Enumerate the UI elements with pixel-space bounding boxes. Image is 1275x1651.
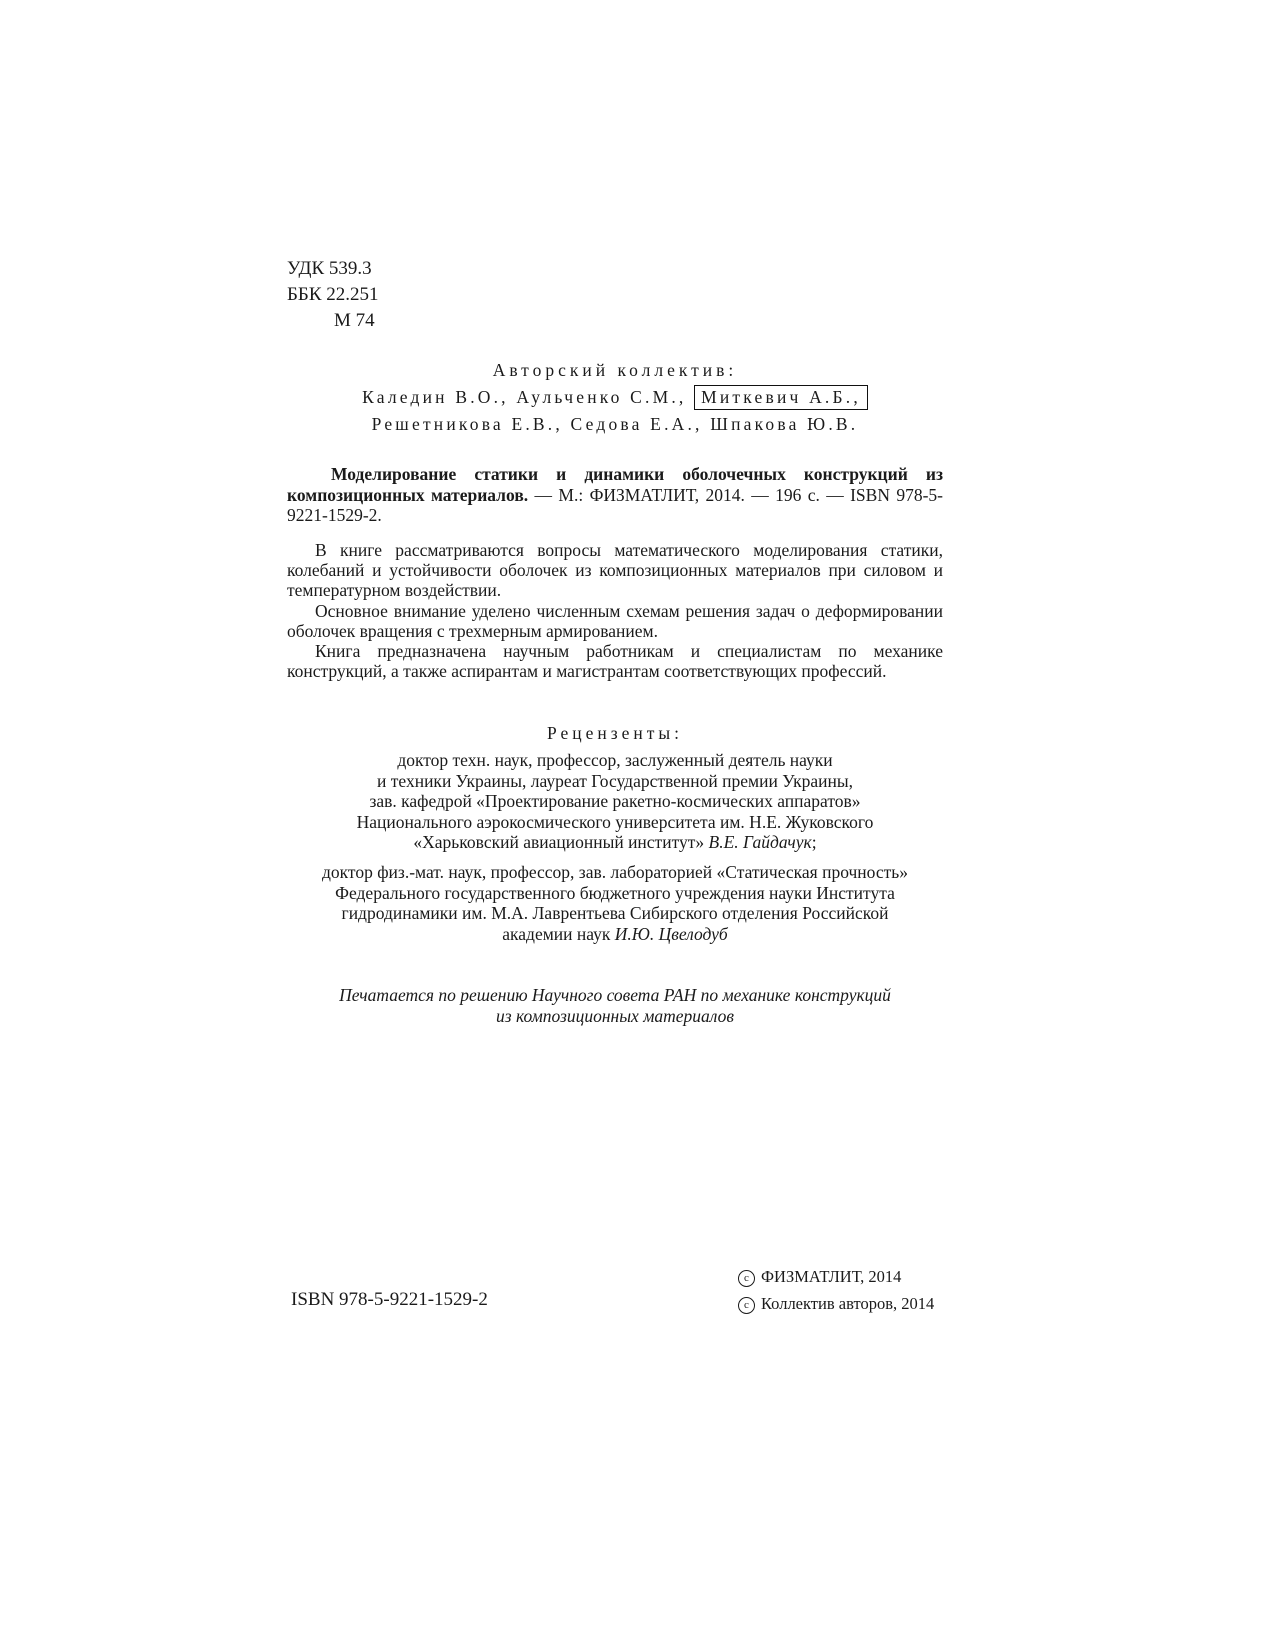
bibliographic-record [287,464,943,526]
authors-label: Авторский коллектив: [492,360,738,380]
reviewer-name: И.Ю. Цвелодуб [614,923,728,944]
printing-approval [287,985,943,1027]
copyright-line [738,1290,934,1317]
reviewer-line [287,832,943,853]
copyright-text: Коллектив авторов, 2014 [761,1294,935,1313]
punctuation: ; [811,832,817,852]
highlighted-author: Миткевич А.Б., [694,385,868,410]
authors-line-2: Решетникова Е.В., Седова Е.А., Шпакова Ю.В. [371,414,859,434]
publication-details: — М.: ФИЗМАТЛИТ, 2014. — 196 с. — ISBN 978-5-9221-1529-2. [287,484,943,525]
copyright-text: ФИЗМАТЛИТ, 2014 [761,1267,902,1286]
reviewer-line: Национального аэрокосмического университета им. Н.Е. Жуковского [356,811,874,832]
book-title: Моделирование статики и динамики оболочечных конструкций из композиционных материалов. [287,464,943,505]
authors-line-1 [287,387,943,407]
reviewer-line: и техники Украины, лауреат Государственной премии Украины, [377,770,853,791]
classification-codes [287,256,379,334]
reviewer-line: доктор физ.-мат. наук, профессор, зав. лабораторией «Статическая прочность» [321,862,909,882]
isbn: ISBN 978-5-9221-1529-2 [291,1289,488,1310]
reviewer-line: зав. кафедрой «Проектирование ракетно-космических аппаратов» [369,791,861,811]
reviewer-2 [287,862,943,944]
copyright-block [738,1263,934,1317]
abstract-paragraph: В книге рассматриваются вопросы математического моделирования статики, колебаний и устойчивости оболочек из композиционных материалов при силовом и температурном воздействии. [287,540,943,601]
author-mark: М 74 [334,310,375,331]
reviewer-1 [287,750,943,853]
authors-names: Каледин В.О., Аульченко С.М., [362,387,687,407]
abstract-paragraph: Основное внимание уделено численным схемам решения задач о деформировании оболочек вращения с трехмерным армированием. [287,600,943,641]
bbk-code: ББК 22.251 [287,284,379,305]
copyright-icon: c [738,1270,755,1287]
udk-code: УДК 539.3 [287,258,372,279]
reviewers-label: Рецензенты: [546,723,684,743]
abstract [287,540,943,681]
reviewer-line: доктор техн. наук, профессор, заслуженный деятель науки [397,750,833,770]
approval-line: из композиционных материалов [496,1006,734,1026]
reviewer-line [287,924,943,945]
reviewer-affiliation: «Харьковский авиационный институт» [413,832,705,852]
reviewer-line: Федерального государственного бюджетного учреждения науки Института [335,882,895,903]
reviewer-affiliation: академии наук [502,923,611,944]
reviewer-line: гидродинамики им. М.А. Лаврентьева Сибирского отделения Российской [341,903,889,923]
reviewer-name: В.Е. Гайдачук [708,832,812,852]
copyright-icon: c [738,1297,755,1314]
copyright-line [738,1263,934,1290]
abstract-paragraph: Книга предназначена научным работникам и специалистам по механике конструкций, а также аспирантам и магистрантам соответствующих профессий. [287,641,943,682]
approval-line: Печатается по решению Научного совета РАН по механике конструкций [339,985,891,1005]
